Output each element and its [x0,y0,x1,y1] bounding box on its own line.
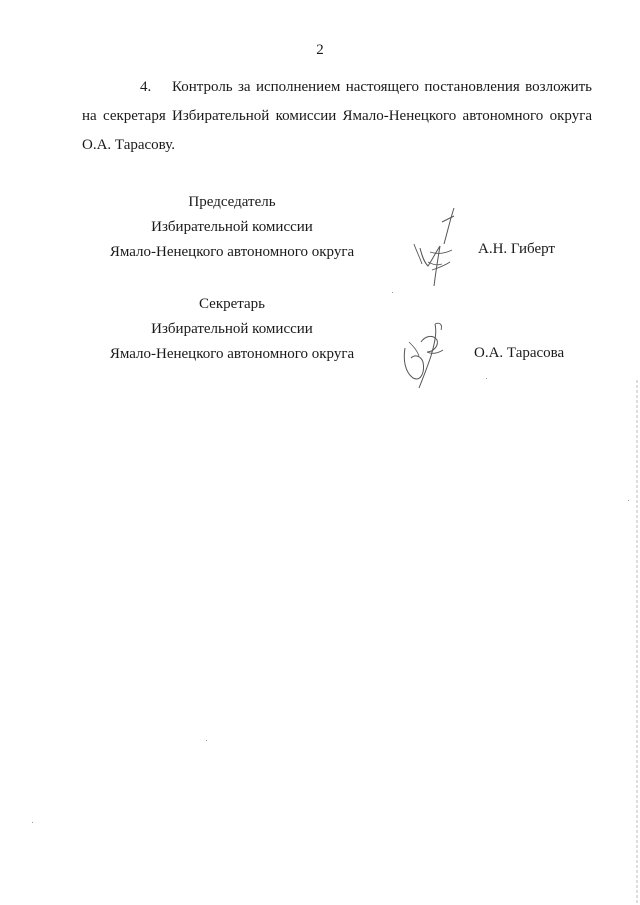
scan-speck [628,500,629,501]
page-number: 2 [316,42,324,58]
secretary-title-3: Ямало-Ненецкого автономного округа [109,346,355,362]
scan-edge-line [636,0,638,905]
paragraph-line-1 [82,73,592,102]
chairman-title-1: Председатель [188,194,276,210]
scan-speck [486,378,487,379]
paragraph-number: 4. [140,79,152,95]
paragraph-line-2: на секретаря Избирательной комиссии Ямало-Ненецкого автономного округа [82,108,592,124]
chairman-title-3: Ямало-Ненецкого автономного округа [109,244,355,260]
scan-speck [32,822,33,823]
chairman-name: А.Н. Гиберт [478,241,555,257]
secretary-name: О.А. Тарасова [474,345,565,361]
scan-speck [206,740,207,741]
secretary-title-2: Избирательной комиссии [151,321,313,337]
paragraph-4 [82,73,592,160]
paragraph-line-3: О.А. Тарасову. [82,137,175,153]
secretary-title-block [82,292,382,367]
chairman-title-block [82,190,382,265]
chairman-signature [392,200,472,295]
secretary-signature [395,312,465,392]
chairman-title-2: Избирательной комиссии [151,219,313,235]
secretary-title-1: Секретарь [198,296,266,312]
scan-speck [392,292,393,293]
paragraph-line-1-text: Контроль за исполнением настоящего постановления возложить [172,79,592,95]
